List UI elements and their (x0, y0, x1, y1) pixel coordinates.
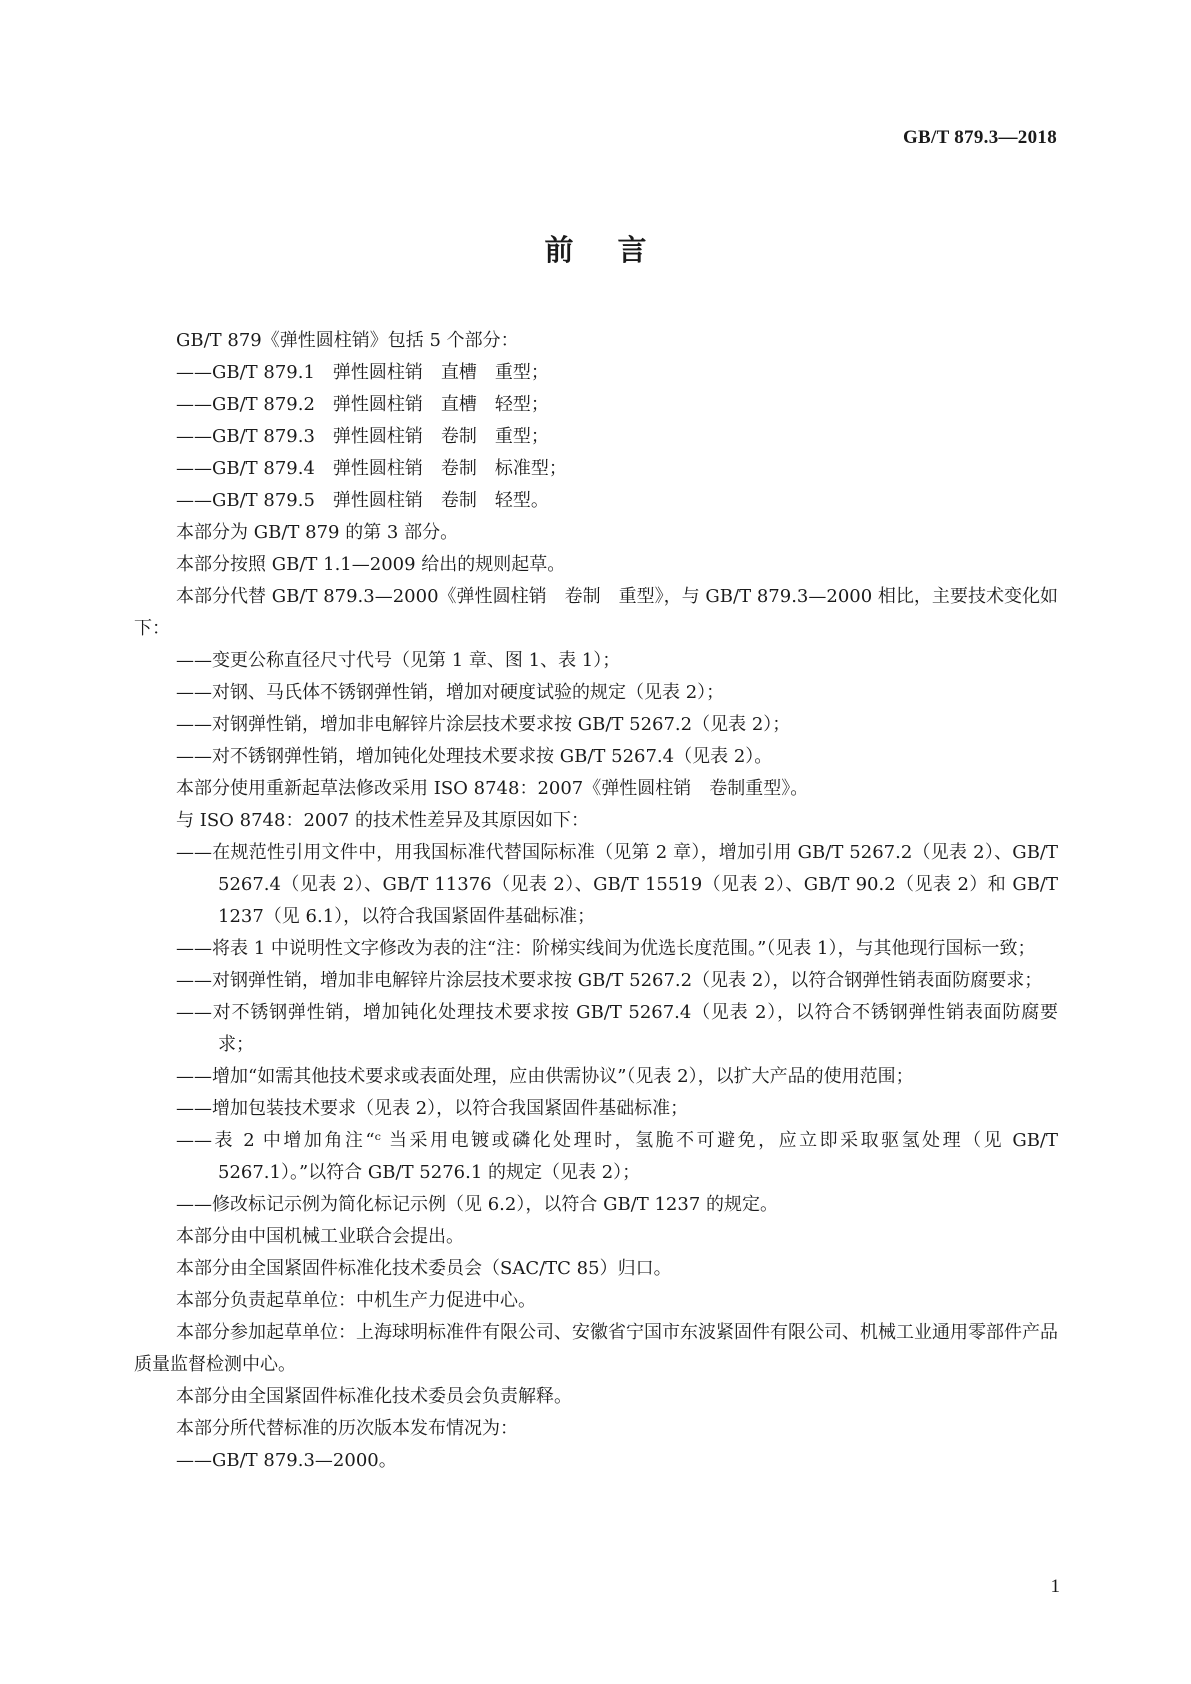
list-item: ——增加“如需其他技术要求或表面处理，应由供需协议”（见表 2），以扩大产品的使用范围； (176, 1066, 914, 1087)
paragraph: 本部分参加起草单位：上海球明标准件有限公司、安徽省宁国市东波紧固件有限公司、机械工业通用零部件产品质量监督检测中心。 (134, 1322, 1058, 1375)
list-item: ——GB/T 879.2 弹性圆柱销 直槽 轻型； (176, 394, 549, 415)
list-item: ——在规范性引用文件中，用我国标准代替国际标准（见第 2 章），增加引用 GB/T 5267.2（见表 2）、GB/T 5267.4（见表 2）、GB/T 11376（见表 2）、GB/T 15519（见表 2）、GB/T 90.2（见表 2）和 GB/T 1237（见 6.1），以符合我国紧固件基础标准； (176, 842, 1058, 927)
foreword-body (134, 325, 1058, 1477)
list-item: ——修改标记示例为简化标记示例（见 6.2），以符合 GB/T 1237 的规定。 (176, 1194, 778, 1215)
page-number: 1 (1050, 1576, 1060, 1597)
list-item: ——对钢弹性销，增加非电解锌片涂层技术要求按 GB/T 5267.2（见表 2），以符合钢弹性销表面防腐要求； (176, 970, 1043, 991)
paragraph: 本部分使用重新起草法修改采用 ISO 8748：2007《弹性圆柱销 卷制重型》。 (176, 778, 809, 799)
list-item: ——GB/T 879.3—2000。 (176, 1450, 397, 1471)
list-item: ——增加包装技术要求（见表 2），以符合我国紧固件基础标准； (176, 1098, 689, 1119)
paragraph: 本部分按照 GB/T 1.1—2009 给出的规则起草。 (176, 554, 566, 575)
paragraph: 本部分由全国紧固件标准化技术委员会（SAC/TC 85）归口。 (176, 1258, 672, 1279)
list-item: ——GB/T 879.3 弹性圆柱销 卷制 重型； (176, 426, 549, 447)
list-item: ——对不锈钢弹性销，增加钝化处理技术要求按 GB/T 5267.4（见表 2）。 (176, 746, 773, 767)
list-item: ——GB/T 879.1 弹性圆柱销 直槽 重型； (176, 362, 549, 383)
paragraph: 本部分代替 GB/T 879.3—2000《弹性圆柱销 卷制 重型》，与 GB/T 879.3—2000 相比，主要技术变化如下： (134, 586, 1058, 639)
list-item: ——将表 1 中说明性文字修改为表的注“注：阶梯实线间为优选长度范围。”（见表 1），与其他现行国标一致； (176, 938, 1036, 959)
page-title: 前言 (544, 233, 691, 267)
standard-code: GB/T 879.3—2018 (902, 127, 1057, 148)
list-item: ——表 2 中增加角注“ᶜ 当采用电镀或磷化处理时，氢脆不可避免，应立即采取驱氢处理（见 GB/T 5267.1）。”以符合 GB/T 5276.1 的规定（见表 2）； (176, 1130, 1058, 1183)
list-item: ——GB/T 879.4 弹性圆柱销 卷制 标准型； (176, 458, 567, 479)
list-item: ——对钢弹性销，增加非电解锌片涂层技术要求按 GB/T 5267.2（见表 2）； (176, 714, 791, 735)
list-item: ——变更公称直径尺寸代号（见第 1 章、图 1、表 1）； (176, 650, 621, 671)
list-item: ——GB/T 879.5 弹性圆柱销 卷制 轻型。 (176, 490, 549, 511)
paragraph: 本部分负责起草单位：中机生产力促进中心。 (176, 1290, 536, 1311)
paragraph: 本部分所代替标准的历次版本发布情况为： (176, 1418, 518, 1439)
paragraph: 本部分由全国紧固件标准化技术委员会负责解释。 (176, 1386, 572, 1407)
paragraph: 与 ISO 8748：2007 的技术性差异及其原因如下： (176, 810, 589, 831)
paragraph: 本部分为 GB/T 879 的第 3 部分。 (176, 522, 459, 543)
list-item: ——对不锈钢弹性销，增加钝化处理技术要求按 GB/T 5267.4（见表 2），以符合不锈钢弹性销表面防腐要求； (176, 1002, 1058, 1055)
list-item: ——对钢、马氏体不锈钢弹性销，增加对硬度试验的规定（见表 2）； (176, 682, 725, 703)
paragraph: GB/T 879《弹性圆柱销》包括 5 个部分： (176, 330, 519, 351)
paragraph: 本部分由中国机械工业联合会提出。 (176, 1226, 464, 1247)
